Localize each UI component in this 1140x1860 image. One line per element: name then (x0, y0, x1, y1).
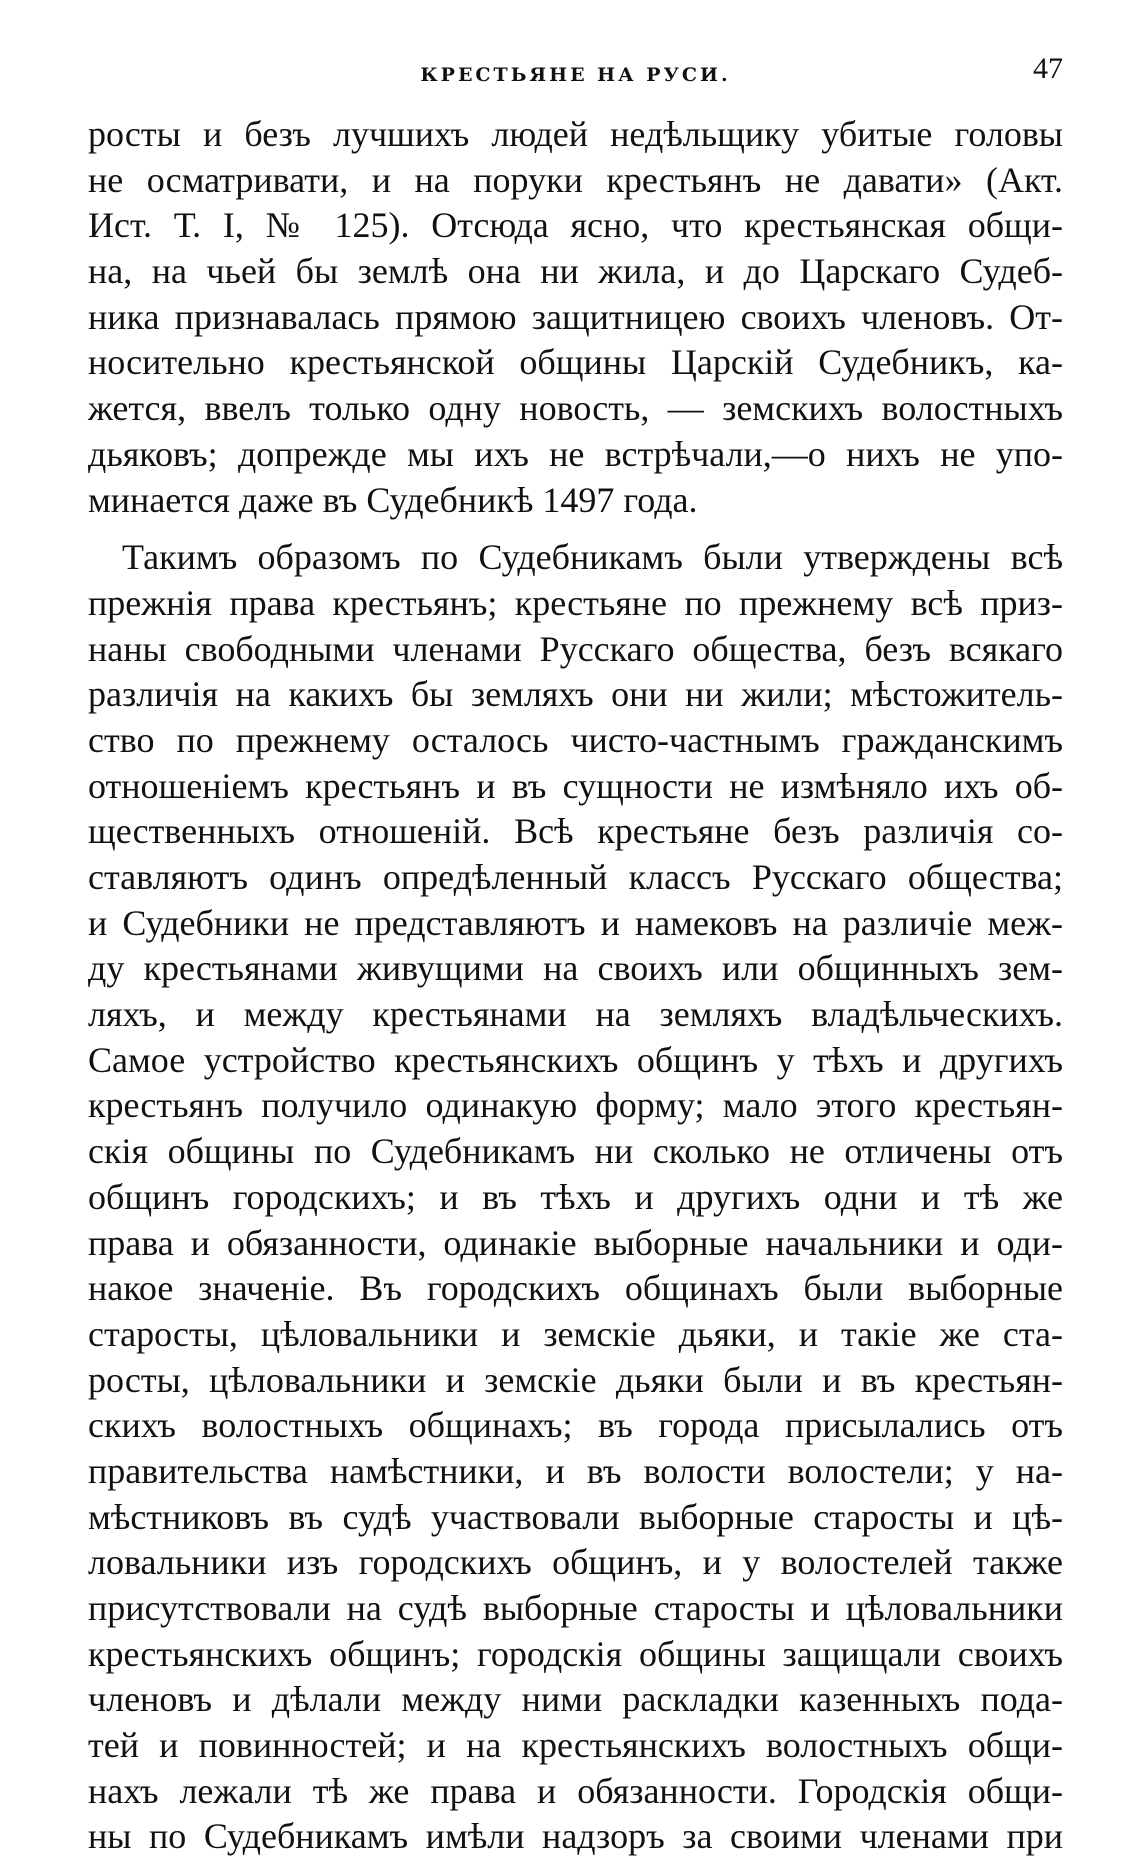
text-line: нахъ лежали тѣ же права и обязанности. Городскія общи- (88, 1770, 1063, 1811)
text-line: не осматривати, и на поруки крестьянъ не давати» (Акт. (88, 159, 1063, 200)
text-line: прежнія права крестьянъ; крестьяне по прежнему всѣ приз- (88, 582, 1063, 623)
page-header (88, 52, 1063, 100)
text-line: общинъ городскихъ; и въ тѣхъ и другихъ одни и тѣ же (88, 1176, 1063, 1217)
text-line: ловальники изъ городскихъ общинъ, и у волостелей также (88, 1542, 1063, 1583)
text-line: мѣстниковъ въ судѣ участвовали выборные старосты и цѣ- (88, 1496, 1063, 1537)
text-line: ду крестьянами живущими на своихъ или общинныхъ зем- (88, 948, 1063, 989)
text-line: старосты, цѣловальники и земскіе дьяки, и такіе же ста- (88, 1313, 1063, 1354)
text-line: на, на чьей бы землѣ она ни жила, и до Царскаго Судеб- (88, 251, 1063, 292)
text-line: жется, ввелъ только одну новость, — земскихъ волостныхъ (88, 388, 1063, 429)
text-line: членовъ и дѣлали между ними раскладки казенныхъ пода- (88, 1679, 1063, 1720)
text-line: различія на какихъ бы земляхъ они ни жили; мѣстожитель- (88, 674, 1063, 715)
text-line: ство по прежнему осталось чисто-частнымъ гражданскимъ (88, 719, 1063, 760)
text-line: скихъ волостныхъ общинахъ; въ города присылались отъ (88, 1405, 1063, 1446)
paragraph (88, 535, 1063, 1860)
text-line: ляхъ, и между крестьянами на земляхъ владѣльческихъ. (88, 994, 1063, 1035)
text-line: росты и безъ лучшихъ людей недѣльщику убитые головы (88, 114, 1063, 154)
text-line: правительства намѣстники, и въ волости волостели; у на- (88, 1450, 1063, 1491)
text-line: ставляютъ одинъ опредѣленный классъ Русскаго общества; (88, 857, 1063, 897)
text-line: отношеніемъ крестьянъ и въ сущности не измѣняло ихъ об- (88, 765, 1063, 806)
text-line: ника признавалась прямою защитницею своихъ членовъ. От- (88, 296, 1063, 337)
running-title: КРЕСТЬЯНЕ НА РУСИ. (420, 64, 731, 86)
paragraph-gap (88, 523, 1063, 535)
text-line: крестьянскихъ общинъ; городскія общины защищали своихъ (88, 1633, 1063, 1674)
text-line: тей и повинностей; и на крестьянскихъ волостныхъ общи- (88, 1725, 1063, 1766)
text-line: росты, цѣловальники и земскіе дьяки были и въ крестьян- (88, 1359, 1063, 1400)
text-line: скія общины по Судебникамъ ни сколько не отличены отъ (88, 1131, 1063, 1172)
book-page (88, 52, 1063, 1860)
text-line: дьяковъ; допрежде мы ихъ не встрѣчали,—о нихъ не упо- (88, 433, 1063, 474)
page-number: 47 (1033, 52, 1063, 85)
text-line: крестьянъ получило одинакую форму; мало этого крестьян- (88, 1085, 1063, 1126)
text-line: ны по Судебникамъ имѣли надзоръ за своими членами при (88, 1816, 1063, 1857)
text-line: права и обязанности, одинакіе выборные начальники и оди- (88, 1222, 1063, 1263)
text-line: Самое устройство крестьянскихъ общинъ у тѣхъ и другихъ (88, 1039, 1063, 1080)
text-line: и Судебники не представляютъ и намековъ на различіе меж- (88, 902, 1063, 943)
paragraph (88, 112, 1063, 523)
text-line: щественныхъ отношеній. Всѣ крестьяне безъ различія со- (88, 811, 1063, 852)
text-line: накое значеніе. Въ городскихъ общинахъ были выборные (88, 1268, 1063, 1309)
text-line: присутствовали на судѣ выборные старосты и цѣловальники (88, 1588, 1063, 1628)
text-line: наны свободными членами Русскаго общества, безъ всякаго (88, 628, 1063, 669)
text-line: Такимъ образомъ по Судебникамъ были утверждены всѣ (122, 537, 1063, 578)
text-line: носительно крестьянской общины Царскій Судебникъ, ка- (88, 342, 1063, 383)
text-line: минается даже въ Судебникѣ 1497 года. (88, 479, 698, 520)
text-line: Ист. Т. I, № 125). Отсюда ясно, что крестьянская общи- (88, 205, 1063, 246)
